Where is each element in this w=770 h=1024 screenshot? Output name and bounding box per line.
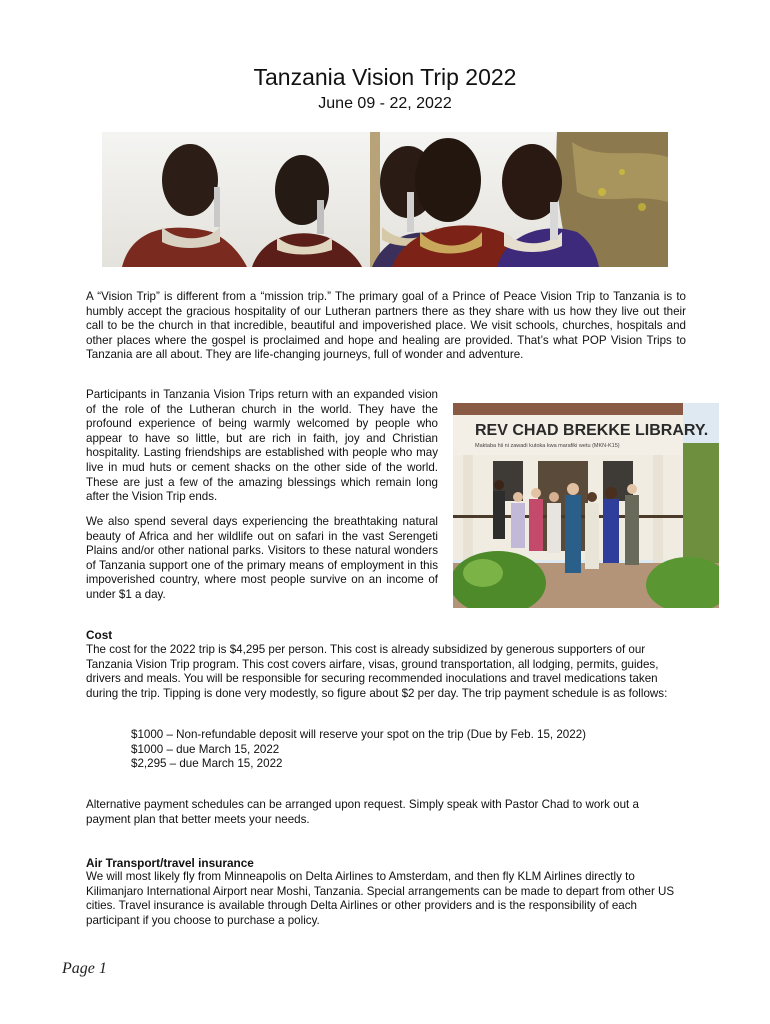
trip-dates: June 09 - 22, 2022 [318, 95, 452, 112]
library-sign-subtext: Maktaba hii ni zawadi kutoka kwa marafiki wetu (MKN-K15) [475, 443, 620, 449]
payment-schedule [131, 728, 586, 772]
banner-photo-illustration [102, 132, 668, 267]
intro-paragraph-safari: We also spend several days experiencing the breathtaking natural beauty of Africa and her wildlife out on safari in the vast Serengeti Plains and/or other national parks. Visitors to these natural wonders of Tanzania support one of the primary means of employment in this impoverished country, where most people survive on an income of under $1 a day. [86, 515, 438, 601]
banner-photo-maasai-women [102, 132, 668, 267]
alternative-payment-paragraph: Alternative payment schedules can be arranged upon request. Simply speak with Pastor Chad to work out a payment plan that better meets your needs. [86, 798, 639, 826]
air-transport-paragraph: We will most likely fly from Minneapolis on Delta Airlines to Amsterdam, and then fly KLM Airlines directly to Kilimanjaro International Airport near Moshi, Tanzania. Special arrangements can be made to depart from other US cities. Travel insurance is available through Delta Airlines or other providers and is the responsibility of each participant if you choose to purchase a policy. [86, 870, 675, 927]
library-photo-illustration [453, 403, 719, 608]
page-title: Tanzania Vision Trip 2022 [253, 64, 517, 90]
intro-paragraph-vision-trip: A “Vision Trip” is different from a “mission trip.” The primary goal of a Prince of Peace Vision Trip to Tanzania is to humbly accept the gracious hospitality of our Lutheran partners there as they share with us how they live out their call to be the church in that incredible, beautiful and impoverished place. We visit schools, churches, hospitals and other places where the gospel is proclaimed and hope and healing are provided. That’s what POP Vision Trips to Tanzania are all about. They are life-changing journeys, full of wonder and adventure. [86, 290, 686, 362]
cost-heading: Cost [86, 628, 113, 642]
payment-schedule-item: $1000 – Non-refundable deposit will reserve your spot on the trip (Due by Feb. 15, 2022) [131, 728, 586, 741]
cost-paragraph: The cost for the 2022 trip is $4,295 per person. This cost is already subsidized by generous supporters of our Tanzania Vision Trip program. This cost covers airfare, visas, ground transportation, all lodging, permits, guides, drivers and meals. You will be responsible for securing recommended inoculations and travel medications taken during the trip. Tipping is done very modestly, so figure about $2 per day. The trip payment schedule is as follows: [86, 643, 668, 700]
library-sign-text: REV CHAD BREKKE LIBRARY. [475, 422, 709, 439]
intro-paragraph-participants: Participants in Tanzania Vision Trips return with an expanded vision of the role of the Lutheran church in the world. They have the profound experience of being warmly welcomed by people who appear to have so little, but are rich in faith, joy and Christian hospitality. Lasting friendships are established with people who may live in mud huts or cement shacks on the other side of the world. These are just a few of the amazing blessings which remain long after the Vision Trip ends. [86, 388, 438, 504]
library-group-photo [453, 403, 719, 608]
payment-schedule-item: $2,295 – due March 15, 2022 [131, 757, 283, 771]
payment-schedule-item: $1000 – due March 15, 2022 [131, 742, 280, 756]
air-transport-heading: Air Transport/travel insurance [86, 856, 254, 870]
page-number: Page 1 [62, 960, 107, 977]
